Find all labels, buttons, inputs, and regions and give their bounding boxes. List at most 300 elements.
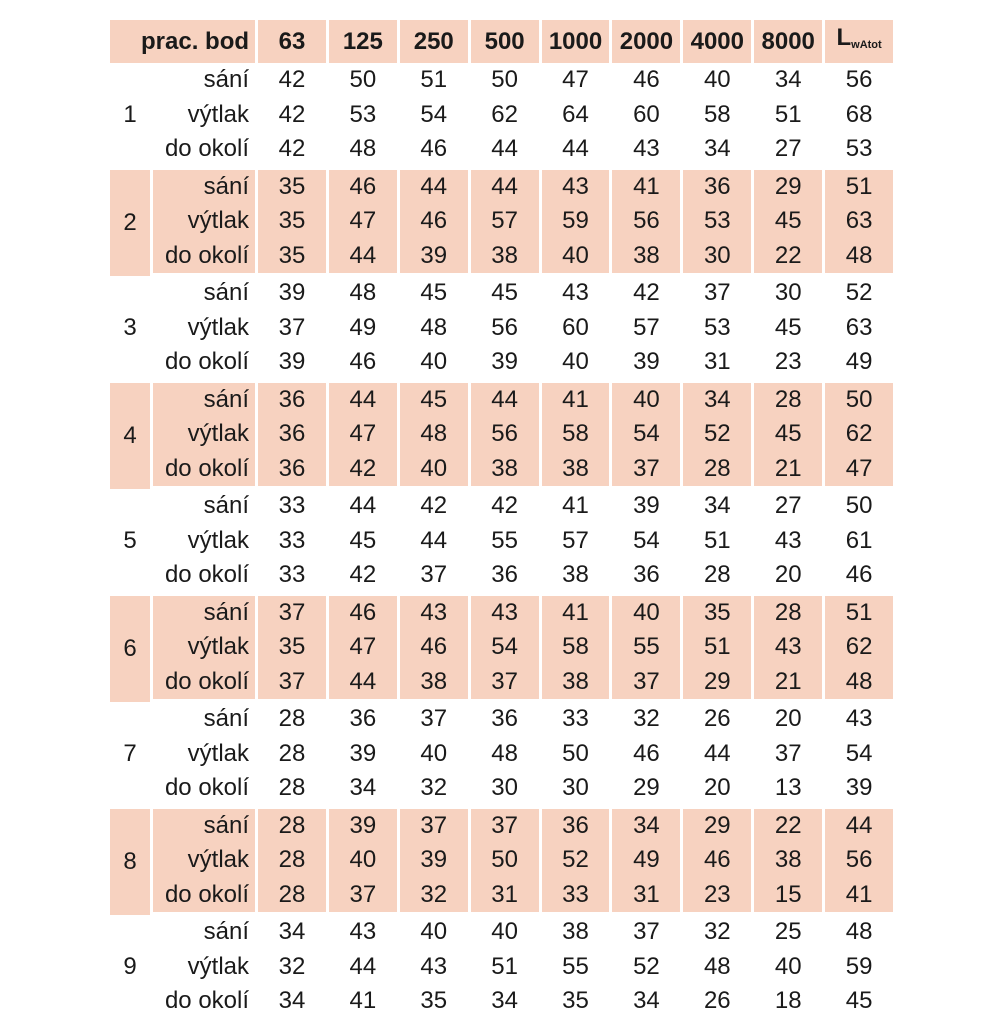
value-cell: 37	[397, 702, 468, 737]
value-cell: 34	[255, 915, 326, 950]
table-row	[110, 630, 893, 665]
value-cell: 32	[255, 950, 326, 985]
point-number: 8	[110, 806, 150, 916]
value-cell: 39	[255, 345, 326, 380]
value-cell: 47	[326, 417, 397, 452]
value-cell: 64	[539, 98, 610, 133]
value-cell: 46	[609, 63, 680, 98]
total-value-cell: 51	[822, 167, 893, 205]
value-cell: 49	[326, 311, 397, 346]
total-value-cell: 48	[822, 665, 893, 703]
value-cell: 41	[539, 489, 610, 524]
table-row	[110, 489, 893, 524]
value-cell: 32	[397, 878, 468, 916]
value-cell: 56	[468, 311, 539, 346]
value-cell: 44	[326, 489, 397, 524]
point-group-9	[110, 915, 893, 1019]
point-group-5	[110, 489, 893, 593]
point-number: 3	[123, 313, 137, 341]
value-cell: 42	[326, 558, 397, 593]
position-label: do okolí	[150, 984, 255, 1019]
value-cell: 62	[468, 98, 539, 133]
total-value-cell: 43	[822, 702, 893, 737]
total-value-cell: 44	[822, 806, 893, 844]
value-cell: 46	[397, 132, 468, 167]
value-cell: 59	[539, 204, 610, 239]
total-value-cell: 54	[822, 737, 893, 772]
table-row	[110, 950, 893, 985]
value-cell: 39	[326, 806, 397, 844]
value-cell: 13	[751, 771, 822, 806]
value-cell: 32	[609, 702, 680, 737]
value-cell: 46	[326, 593, 397, 631]
position-label: výtlak	[150, 950, 255, 985]
value-cell: 38	[539, 452, 610, 490]
value-cell: 38	[539, 915, 610, 950]
value-cell: 34	[468, 984, 539, 1019]
value-cell: 51	[680, 524, 751, 559]
value-cell: 23	[751, 345, 822, 380]
position-label: výtlak	[150, 417, 255, 452]
value-cell: 30	[539, 771, 610, 806]
freq-header-8000: 8000	[751, 20, 822, 63]
value-cell: 37	[468, 665, 539, 703]
total-value-cell: 41	[822, 878, 893, 916]
freq-header-4000: 4000	[680, 20, 751, 63]
value-cell: 40	[397, 452, 468, 490]
value-cell: 40	[468, 915, 539, 950]
value-cell: 57	[539, 524, 610, 559]
value-cell: 36	[255, 452, 326, 490]
table-row	[110, 167, 893, 205]
value-cell: 43	[751, 630, 822, 665]
value-cell: 33	[539, 878, 610, 916]
position-label: sání	[150, 380, 255, 418]
value-cell: 44	[326, 950, 397, 985]
value-cell: 40	[539, 345, 610, 380]
point-group-8	[110, 806, 893, 916]
value-cell: 37	[397, 806, 468, 844]
value-cell: 48	[468, 737, 539, 772]
point-number: 4	[110, 380, 150, 490]
point-number: 7	[123, 739, 137, 767]
total-value-cell: 68	[822, 98, 893, 133]
freq-header-250: 250	[397, 20, 468, 63]
value-cell: 40	[397, 345, 468, 380]
value-cell: 42	[255, 63, 326, 98]
value-cell: 21	[751, 665, 822, 703]
value-cell: 55	[609, 630, 680, 665]
value-cell: 42	[397, 489, 468, 524]
point-group-3	[110, 276, 893, 380]
value-cell: 41	[539, 593, 610, 631]
value-cell: 42	[468, 489, 539, 524]
value-cell: 40	[397, 915, 468, 950]
table-row	[110, 984, 893, 1019]
total-value-cell: 53	[822, 132, 893, 167]
position-label: sání	[150, 915, 255, 950]
position-label: do okolí	[150, 878, 255, 916]
table-row	[110, 63, 893, 98]
total-value-cell: 45	[822, 984, 893, 1019]
point-group-2	[110, 167, 893, 277]
position-label: výtlak	[150, 737, 255, 772]
total-value-cell: 56	[822, 63, 893, 98]
value-cell: 39	[468, 345, 539, 380]
value-cell: 46	[609, 737, 680, 772]
total-value-cell: 47	[822, 452, 893, 490]
value-cell: 36	[468, 558, 539, 593]
value-cell: 28	[680, 452, 751, 490]
value-cell: 38	[468, 452, 539, 490]
value-cell: 44	[326, 380, 397, 418]
table-header	[110, 20, 893, 63]
value-cell: 43	[397, 593, 468, 631]
total-value-cell: 39	[822, 771, 893, 806]
table-row	[110, 771, 893, 806]
value-cell: 55	[539, 950, 610, 985]
value-cell: 18	[751, 984, 822, 1019]
table-row	[110, 98, 893, 133]
value-cell: 39	[609, 345, 680, 380]
position-label: sání	[150, 276, 255, 311]
value-cell: 29	[680, 665, 751, 703]
total-value-cell: 48	[822, 915, 893, 950]
value-cell: 28	[751, 593, 822, 631]
value-cell: 37	[255, 311, 326, 346]
table-row	[110, 702, 893, 737]
value-cell: 53	[680, 311, 751, 346]
value-cell: 27	[751, 489, 822, 524]
value-cell: 38	[539, 558, 610, 593]
total-value-cell: 56	[822, 843, 893, 878]
table-row	[110, 878, 893, 916]
value-cell: 29	[609, 771, 680, 806]
value-cell: 35	[397, 984, 468, 1019]
value-cell: 56	[609, 204, 680, 239]
value-cell: 28	[255, 771, 326, 806]
total-value-cell: 50	[822, 489, 893, 524]
table-row	[110, 558, 893, 593]
value-cell: 44	[539, 132, 610, 167]
position-label: sání	[150, 167, 255, 205]
total-value-cell: 62	[822, 417, 893, 452]
value-cell: 37	[609, 452, 680, 490]
value-cell: 49	[609, 843, 680, 878]
value-cell: 33	[255, 524, 326, 559]
point-number: 6	[110, 593, 150, 703]
value-cell: 43	[468, 593, 539, 631]
value-cell: 46	[680, 843, 751, 878]
position-label: výtlak	[150, 98, 255, 133]
table-row	[110, 239, 893, 277]
value-cell: 40	[680, 63, 751, 98]
value-cell: 42	[255, 98, 326, 133]
table-row	[110, 204, 893, 239]
position-label: výtlak	[150, 630, 255, 665]
value-cell: 43	[751, 524, 822, 559]
table-row	[110, 915, 893, 950]
value-cell: 35	[680, 593, 751, 631]
value-cell: 37	[255, 593, 326, 631]
value-cell: 58	[539, 630, 610, 665]
total-value-cell: 50	[822, 380, 893, 418]
value-cell: 44	[326, 665, 397, 703]
value-cell: 39	[609, 489, 680, 524]
table-row	[110, 345, 893, 380]
value-cell: 40	[751, 950, 822, 985]
total-header-main: L	[836, 24, 852, 51]
value-cell: 50	[468, 63, 539, 98]
value-cell: 34	[680, 489, 751, 524]
value-cell: 36	[468, 702, 539, 737]
value-cell: 36	[255, 417, 326, 452]
position-label: výtlak	[150, 311, 255, 346]
value-cell: 37	[751, 737, 822, 772]
value-cell: 45	[397, 276, 468, 311]
value-cell: 35	[539, 984, 610, 1019]
total-value-cell: 61	[822, 524, 893, 559]
value-cell: 32	[397, 771, 468, 806]
header-row	[110, 20, 893, 63]
value-cell: 28	[680, 558, 751, 593]
value-cell: 37	[680, 276, 751, 311]
total-value-cell: 63	[822, 204, 893, 239]
value-cell: 34	[680, 380, 751, 418]
point-number: 1	[123, 100, 137, 128]
value-cell: 34	[255, 984, 326, 1019]
value-cell: 30	[751, 276, 822, 311]
value-cell: 36	[539, 806, 610, 844]
value-cell: 46	[326, 167, 397, 205]
value-cell: 28	[255, 702, 326, 737]
value-cell: 39	[397, 843, 468, 878]
value-cell: 38	[751, 843, 822, 878]
value-cell: 39	[397, 239, 468, 277]
value-cell: 40	[397, 737, 468, 772]
point-number: 9	[123, 952, 137, 980]
value-cell: 48	[397, 311, 468, 346]
value-cell: 33	[539, 702, 610, 737]
value-cell: 50	[539, 737, 610, 772]
value-cell: 46	[326, 345, 397, 380]
point-group-6	[110, 593, 893, 703]
value-cell: 50	[326, 63, 397, 98]
value-cell: 36	[255, 380, 326, 418]
position-label: do okolí	[150, 452, 255, 490]
table-row	[110, 737, 893, 772]
value-cell: 34	[609, 984, 680, 1019]
value-cell: 37	[326, 878, 397, 916]
value-cell: 37	[468, 806, 539, 844]
value-cell: 38	[468, 239, 539, 277]
value-cell: 52	[539, 843, 610, 878]
value-cell: 48	[397, 417, 468, 452]
table-row	[110, 665, 893, 703]
value-cell: 43	[326, 915, 397, 950]
value-cell: 45	[751, 417, 822, 452]
value-cell: 37	[609, 665, 680, 703]
value-cell: 15	[751, 878, 822, 916]
total-value-cell: 51	[822, 593, 893, 631]
position-label: sání	[150, 489, 255, 524]
total-header-sub: wAtot	[851, 39, 882, 51]
value-cell: 28	[751, 380, 822, 418]
value-cell: 51	[751, 98, 822, 133]
value-cell: 35	[255, 167, 326, 205]
value-cell: 22	[751, 806, 822, 844]
value-cell: 51	[397, 63, 468, 98]
value-cell: 47	[539, 63, 610, 98]
table-row	[110, 524, 893, 559]
value-cell: 26	[680, 984, 751, 1019]
value-cell: 36	[326, 702, 397, 737]
value-cell: 52	[680, 417, 751, 452]
table-row	[110, 843, 893, 878]
value-cell: 45	[751, 311, 822, 346]
value-cell: 35	[255, 204, 326, 239]
table-row	[110, 380, 893, 418]
value-cell: 34	[751, 63, 822, 98]
value-cell: 54	[609, 417, 680, 452]
value-cell: 58	[680, 98, 751, 133]
value-cell: 32	[680, 915, 751, 950]
position-label: sání	[150, 806, 255, 844]
table-row	[110, 452, 893, 490]
value-cell: 53	[680, 204, 751, 239]
value-cell: 48	[326, 276, 397, 311]
freq-header-125: 125	[326, 20, 397, 63]
value-cell: 52	[609, 950, 680, 985]
total-value-cell: 52	[822, 276, 893, 311]
value-cell: 23	[680, 878, 751, 916]
value-cell: 41	[609, 167, 680, 205]
value-cell: 40	[539, 239, 610, 277]
value-cell: 20	[680, 771, 751, 806]
value-cell: 20	[751, 702, 822, 737]
value-cell: 35	[255, 239, 326, 277]
value-cell: 28	[255, 878, 326, 916]
value-cell: 38	[609, 239, 680, 277]
total-value-cell: 46	[822, 558, 893, 593]
position-label: do okolí	[150, 132, 255, 167]
value-cell: 42	[609, 276, 680, 311]
point-group-7	[110, 702, 893, 806]
value-cell: 40	[609, 593, 680, 631]
value-cell: 37	[397, 558, 468, 593]
value-cell: 41	[539, 380, 610, 418]
value-cell: 60	[539, 311, 610, 346]
total-header	[822, 20, 893, 63]
value-cell: 44	[468, 167, 539, 205]
freq-header-2000: 2000	[609, 20, 680, 63]
value-cell: 47	[326, 204, 397, 239]
value-cell: 57	[468, 204, 539, 239]
value-cell: 37	[255, 665, 326, 703]
value-cell: 36	[680, 167, 751, 205]
value-cell: 33	[255, 489, 326, 524]
value-cell: 31	[468, 878, 539, 916]
value-cell: 47	[326, 630, 397, 665]
value-cell: 43	[539, 167, 610, 205]
value-cell: 51	[468, 950, 539, 985]
value-cell: 34	[609, 806, 680, 844]
value-cell: 55	[468, 524, 539, 559]
table-row	[110, 311, 893, 346]
value-cell: 46	[397, 630, 468, 665]
position-label: do okolí	[150, 239, 255, 277]
value-cell: 28	[255, 806, 326, 844]
value-cell: 44	[326, 239, 397, 277]
value-cell: 31	[609, 878, 680, 916]
value-cell: 43	[539, 276, 610, 311]
value-cell: 43	[609, 132, 680, 167]
value-cell: 45	[468, 276, 539, 311]
value-cell: 21	[751, 452, 822, 490]
value-cell: 58	[539, 417, 610, 452]
value-cell: 43	[397, 950, 468, 985]
value-cell: 48	[680, 950, 751, 985]
value-cell: 38	[397, 665, 468, 703]
position-label: sání	[150, 593, 255, 631]
value-cell: 27	[751, 132, 822, 167]
value-cell: 45	[326, 524, 397, 559]
value-cell: 30	[680, 239, 751, 277]
point-group-1	[110, 63, 893, 167]
value-cell: 50	[468, 843, 539, 878]
value-cell: 57	[609, 311, 680, 346]
value-cell: 54	[609, 524, 680, 559]
value-cell: 31	[680, 345, 751, 380]
total-value-cell: 63	[822, 311, 893, 346]
value-cell: 53	[326, 98, 397, 133]
value-cell: 28	[255, 737, 326, 772]
total-value-cell: 48	[822, 239, 893, 277]
value-cell: 44	[680, 737, 751, 772]
table-row	[110, 132, 893, 167]
total-value-cell: 49	[822, 345, 893, 380]
position-label: výtlak	[150, 204, 255, 239]
freq-header-63: 63	[255, 20, 326, 63]
value-cell: 33	[255, 558, 326, 593]
value-cell: 26	[680, 702, 751, 737]
value-cell: 35	[255, 630, 326, 665]
position-label: výtlak	[150, 843, 255, 878]
table-row	[110, 417, 893, 452]
value-cell: 56	[468, 417, 539, 452]
value-cell: 20	[751, 558, 822, 593]
value-cell: 25	[751, 915, 822, 950]
value-cell: 45	[751, 204, 822, 239]
value-cell: 34	[326, 771, 397, 806]
value-cell: 54	[397, 98, 468, 133]
value-cell: 39	[326, 737, 397, 772]
freq-header-500: 500	[468, 20, 539, 63]
value-cell: 41	[326, 984, 397, 1019]
position-label: do okolí	[150, 345, 255, 380]
value-cell: 22	[751, 239, 822, 277]
value-cell: 54	[468, 630, 539, 665]
position-label: sání	[150, 63, 255, 98]
total-value-cell: 59	[822, 950, 893, 985]
point-number: 5	[123, 526, 137, 554]
noise-table	[110, 20, 893, 1019]
value-cell: 40	[326, 843, 397, 878]
value-cell: 44	[468, 132, 539, 167]
value-cell: 44	[468, 380, 539, 418]
value-cell: 30	[468, 771, 539, 806]
value-cell: 44	[397, 167, 468, 205]
